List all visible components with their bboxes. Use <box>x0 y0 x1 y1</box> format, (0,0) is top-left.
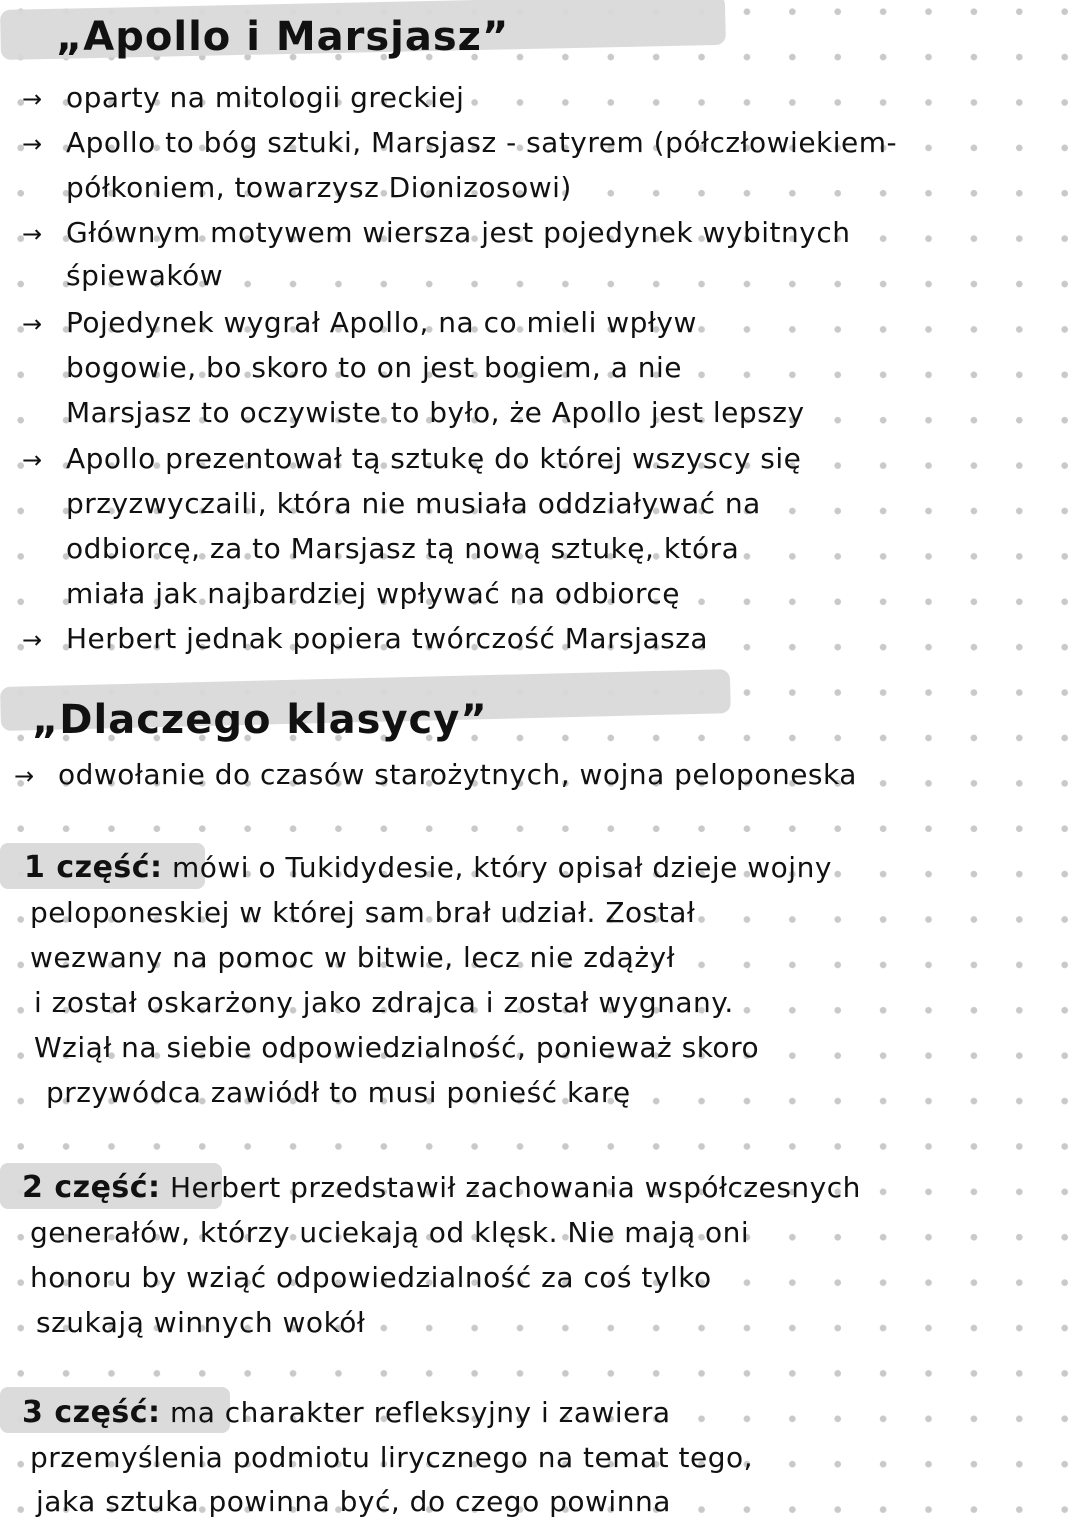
part-3-label: 3 część: <box>22 1395 161 1430</box>
note-line: → oparty na mitologii greckiej <box>22 80 464 117</box>
note-line: przemyślenia podmiotu lirycznego na temat tego, <box>30 1441 754 1474</box>
note-line: peloponeskiej w której sam brał udział. Został <box>30 896 696 929</box>
note-line: przywódca zawiódł to musi ponieść karę <box>46 1076 631 1109</box>
arrow-bullet-icon: → <box>22 446 43 474</box>
note-line: i został oskarżony jako zdrajca i został wygnany. <box>34 986 734 1019</box>
note-line: Wziął na siebie odpowiedzialność, ponieważ skoro <box>34 1031 760 1064</box>
note-line: szukają winnych wokół <box>36 1306 366 1339</box>
note-line: półkoniem, towarzysz Dionizosowi) <box>66 171 572 204</box>
note-line: przyzwyczaili, która nie musiała oddziaływać na <box>66 487 761 520</box>
note-line: bogowie, bo skoro to on jest bogiem, a nie <box>66 351 683 384</box>
part-2-label: 2 część: <box>22 1170 161 1205</box>
arrow-bullet-icon: → <box>22 85 43 113</box>
note-line: miała jak najbardziej wpływać na odbiorcę <box>66 577 681 610</box>
note-line: → odwołanie do czasów starożytnych, wojna peloponeska <box>14 757 857 794</box>
note-line: śpiewaków <box>66 259 224 292</box>
part-3-line: 3 część: ma charakter refleksyjny i zawiera <box>22 1395 671 1430</box>
note-line: → Pojedynek wygrał Apollo, na co mieli wpływ <box>22 305 697 342</box>
note-line: honoru by wziąć odpowiedzialność za coś tylko <box>30 1261 712 1294</box>
part-1-label: 1 część: <box>24 850 163 885</box>
section-title-apollo-i-marsjasz: „Apollo i Marsjasz” <box>56 14 510 60</box>
note-line: wezwany na pomoc w bitwie, lecz nie zdążył <box>30 941 676 974</box>
note-line: → Apollo to bóg sztuki, Marsjasz - satyrem (półczłowiekiem- <box>22 125 897 162</box>
note-line: → Głównym motywem wiersza jest pojedynek wybitnych <box>22 215 850 252</box>
note-line: generałów, którzy uciekają od klęsk. Nie mają oni <box>30 1216 750 1249</box>
arrow-bullet-icon: → <box>22 130 43 158</box>
arrow-bullet-icon: → <box>22 310 43 338</box>
note-line: → Apollo prezentował tą sztukę do której wszyscy się <box>22 441 801 478</box>
note-line: odbiorcę, za to Marsjasz tą nową sztukę, która <box>66 532 740 565</box>
arrow-bullet-icon: → <box>14 762 35 790</box>
section-title-dlaczego-klasycy: „Dlaczego klasycy” <box>32 697 488 743</box>
part-2-line: 2 część: Herbert przedstawił zachowania współczesnych <box>22 1170 861 1205</box>
part-1-line: 1 część: mówi o Tukidydesie, który opisał dzieje wojny <box>24 850 832 885</box>
note-line: Marsjasz to oczywiste to było, że Apollo jest lepszy <box>66 396 805 429</box>
note-line: jaka sztuka powinna być, do czego powinna <box>36 1485 671 1518</box>
arrow-bullet-icon: → <box>22 220 43 248</box>
note-line: → Herbert jednak popiera twórczość Marsjasza <box>22 621 708 658</box>
arrow-bullet-icon: → <box>22 626 43 654</box>
